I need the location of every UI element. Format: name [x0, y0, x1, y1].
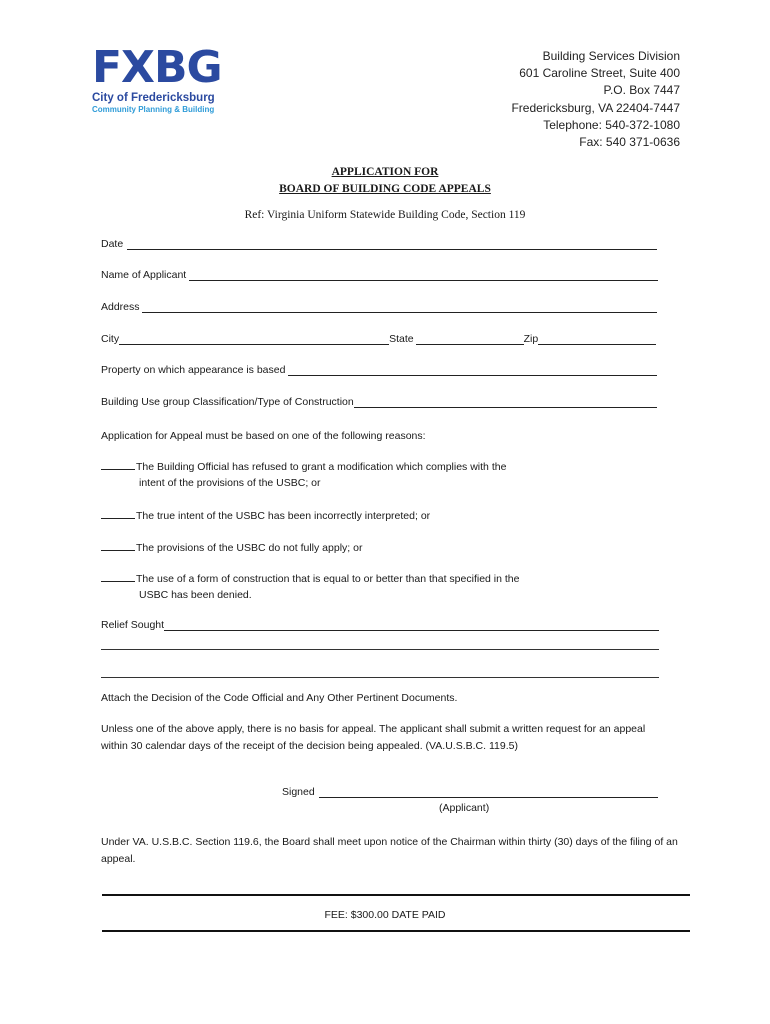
use-group-row [101, 396, 657, 408]
zip-label: Zip [523, 333, 539, 345]
relief-label: Relief Sought [101, 619, 165, 631]
signature-row [282, 786, 658, 798]
date-row [101, 238, 657, 250]
property-label: Property on which appearance is based [101, 364, 286, 376]
state-label: State [389, 333, 414, 345]
relief-row [101, 619, 659, 631]
city-state-zip: Fredericksburg, VA 22404-7447 [511, 100, 680, 115]
fax: Fax: 540 371-0636 [579, 135, 680, 150]
address-label: Address [101, 301, 140, 313]
relief-field-3[interactable] [101, 677, 659, 678]
form-title-line2: BOARD OF BUILDING CODE APPEALS [279, 183, 491, 195]
fee-bottom-rule [102, 930, 690, 932]
reason-equivalent [101, 570, 519, 603]
property-field[interactable] [288, 364, 657, 376]
form-title-line1: APPLICATION FOR [331, 166, 439, 178]
reason-modification-text-1: The Building Official has refused to grant a modification which complies with the [136, 461, 507, 473]
reason-interpretation [101, 507, 430, 524]
applicant-row [101, 269, 658, 281]
city-label: City [101, 333, 120, 345]
reason-equivalent-text-2: USBC has been denied. [139, 589, 252, 601]
fee-text: FEE: $300.00 DATE PAID [324, 909, 446, 921]
address-row [101, 301, 657, 313]
date-field[interactable] [127, 238, 657, 250]
reason-modification-text-2: intent of the provisions of the USBC; or [139, 477, 321, 489]
use-group-label: Building Use group Classification/Type of Construction [101, 396, 354, 408]
logo-city-name: City of Fredericksburg [92, 92, 215, 104]
address-field[interactable] [142, 301, 657, 313]
basis-note: Unless one of the above apply, there is no basis for appeal. The applicant shall submit a written request for an appeal within 30 calendar days of the receipt of the decision being appealed. (VA.U.S.B.C. 119.5) [101, 723, 646, 752]
property-row [101, 364, 657, 376]
reason-not-apply-text: The provisions of the USBC do not fully apply; or [136, 542, 363, 554]
reason-not-apply-checkbox[interactable] [101, 539, 135, 551]
reasons-intro: Application for Appeal must be based on one of the following reasons: [101, 430, 426, 442]
relief-field-1[interactable] [164, 619, 659, 631]
logo-department: Community Planning & Building [92, 105, 215, 114]
city-field[interactable] [119, 333, 389, 345]
city-state-zip-row [101, 333, 656, 345]
po-box: P.O. Box 7447 [603, 83, 680, 98]
applicant-label: Name of Applicant [101, 269, 187, 281]
reason-not-apply [101, 539, 362, 556]
reason-interpretation-text: The true intent of the USBC has been incorrectly interpreted; or [136, 510, 431, 522]
reason-equivalent-text-1: The use of a form of construction that is equal to or better than that specified in the [136, 573, 520, 585]
zip-field[interactable] [538, 333, 656, 345]
relief-field-2[interactable] [101, 649, 659, 650]
applicant-caption: (Applicant) [439, 802, 490, 814]
logo-wordmark: FXBG [92, 42, 222, 93]
state-field[interactable] [416, 333, 524, 345]
form-reference: Ref: Virginia Uniform Statewide Building Code, Section 119 [244, 209, 526, 221]
reason-modification-checkbox[interactable] [101, 458, 135, 470]
signature-field[interactable] [319, 786, 658, 798]
attach-note: Attach the Decision of the Code Official and Any Other Pertinent Documents. [101, 692, 458, 704]
fee-top-rule [102, 894, 690, 896]
board-note: Under VA. U.S.B.C. Section 119.6, the Board shall meet upon notice of the Chairman within thirty (30) days of the filing of an appeal. [101, 836, 678, 865]
use-group-field[interactable] [354, 396, 657, 408]
signed-label: Signed [282, 786, 315, 798]
division-name: Building Services Division [542, 49, 680, 63]
telephone: Telephone: 540-372-1080 [543, 117, 680, 132]
reason-equivalent-checkbox[interactable] [101, 570, 135, 582]
applicant-field[interactable] [189, 269, 658, 281]
contact-block [511, 48, 680, 151]
reason-modification [101, 458, 506, 491]
street-address: 601 Caroline Street, Suite 400 [519, 66, 680, 81]
date-label: Date [101, 238, 124, 250]
reason-interpretation-checkbox[interactable] [101, 507, 135, 519]
city-logo [92, 42, 232, 115]
